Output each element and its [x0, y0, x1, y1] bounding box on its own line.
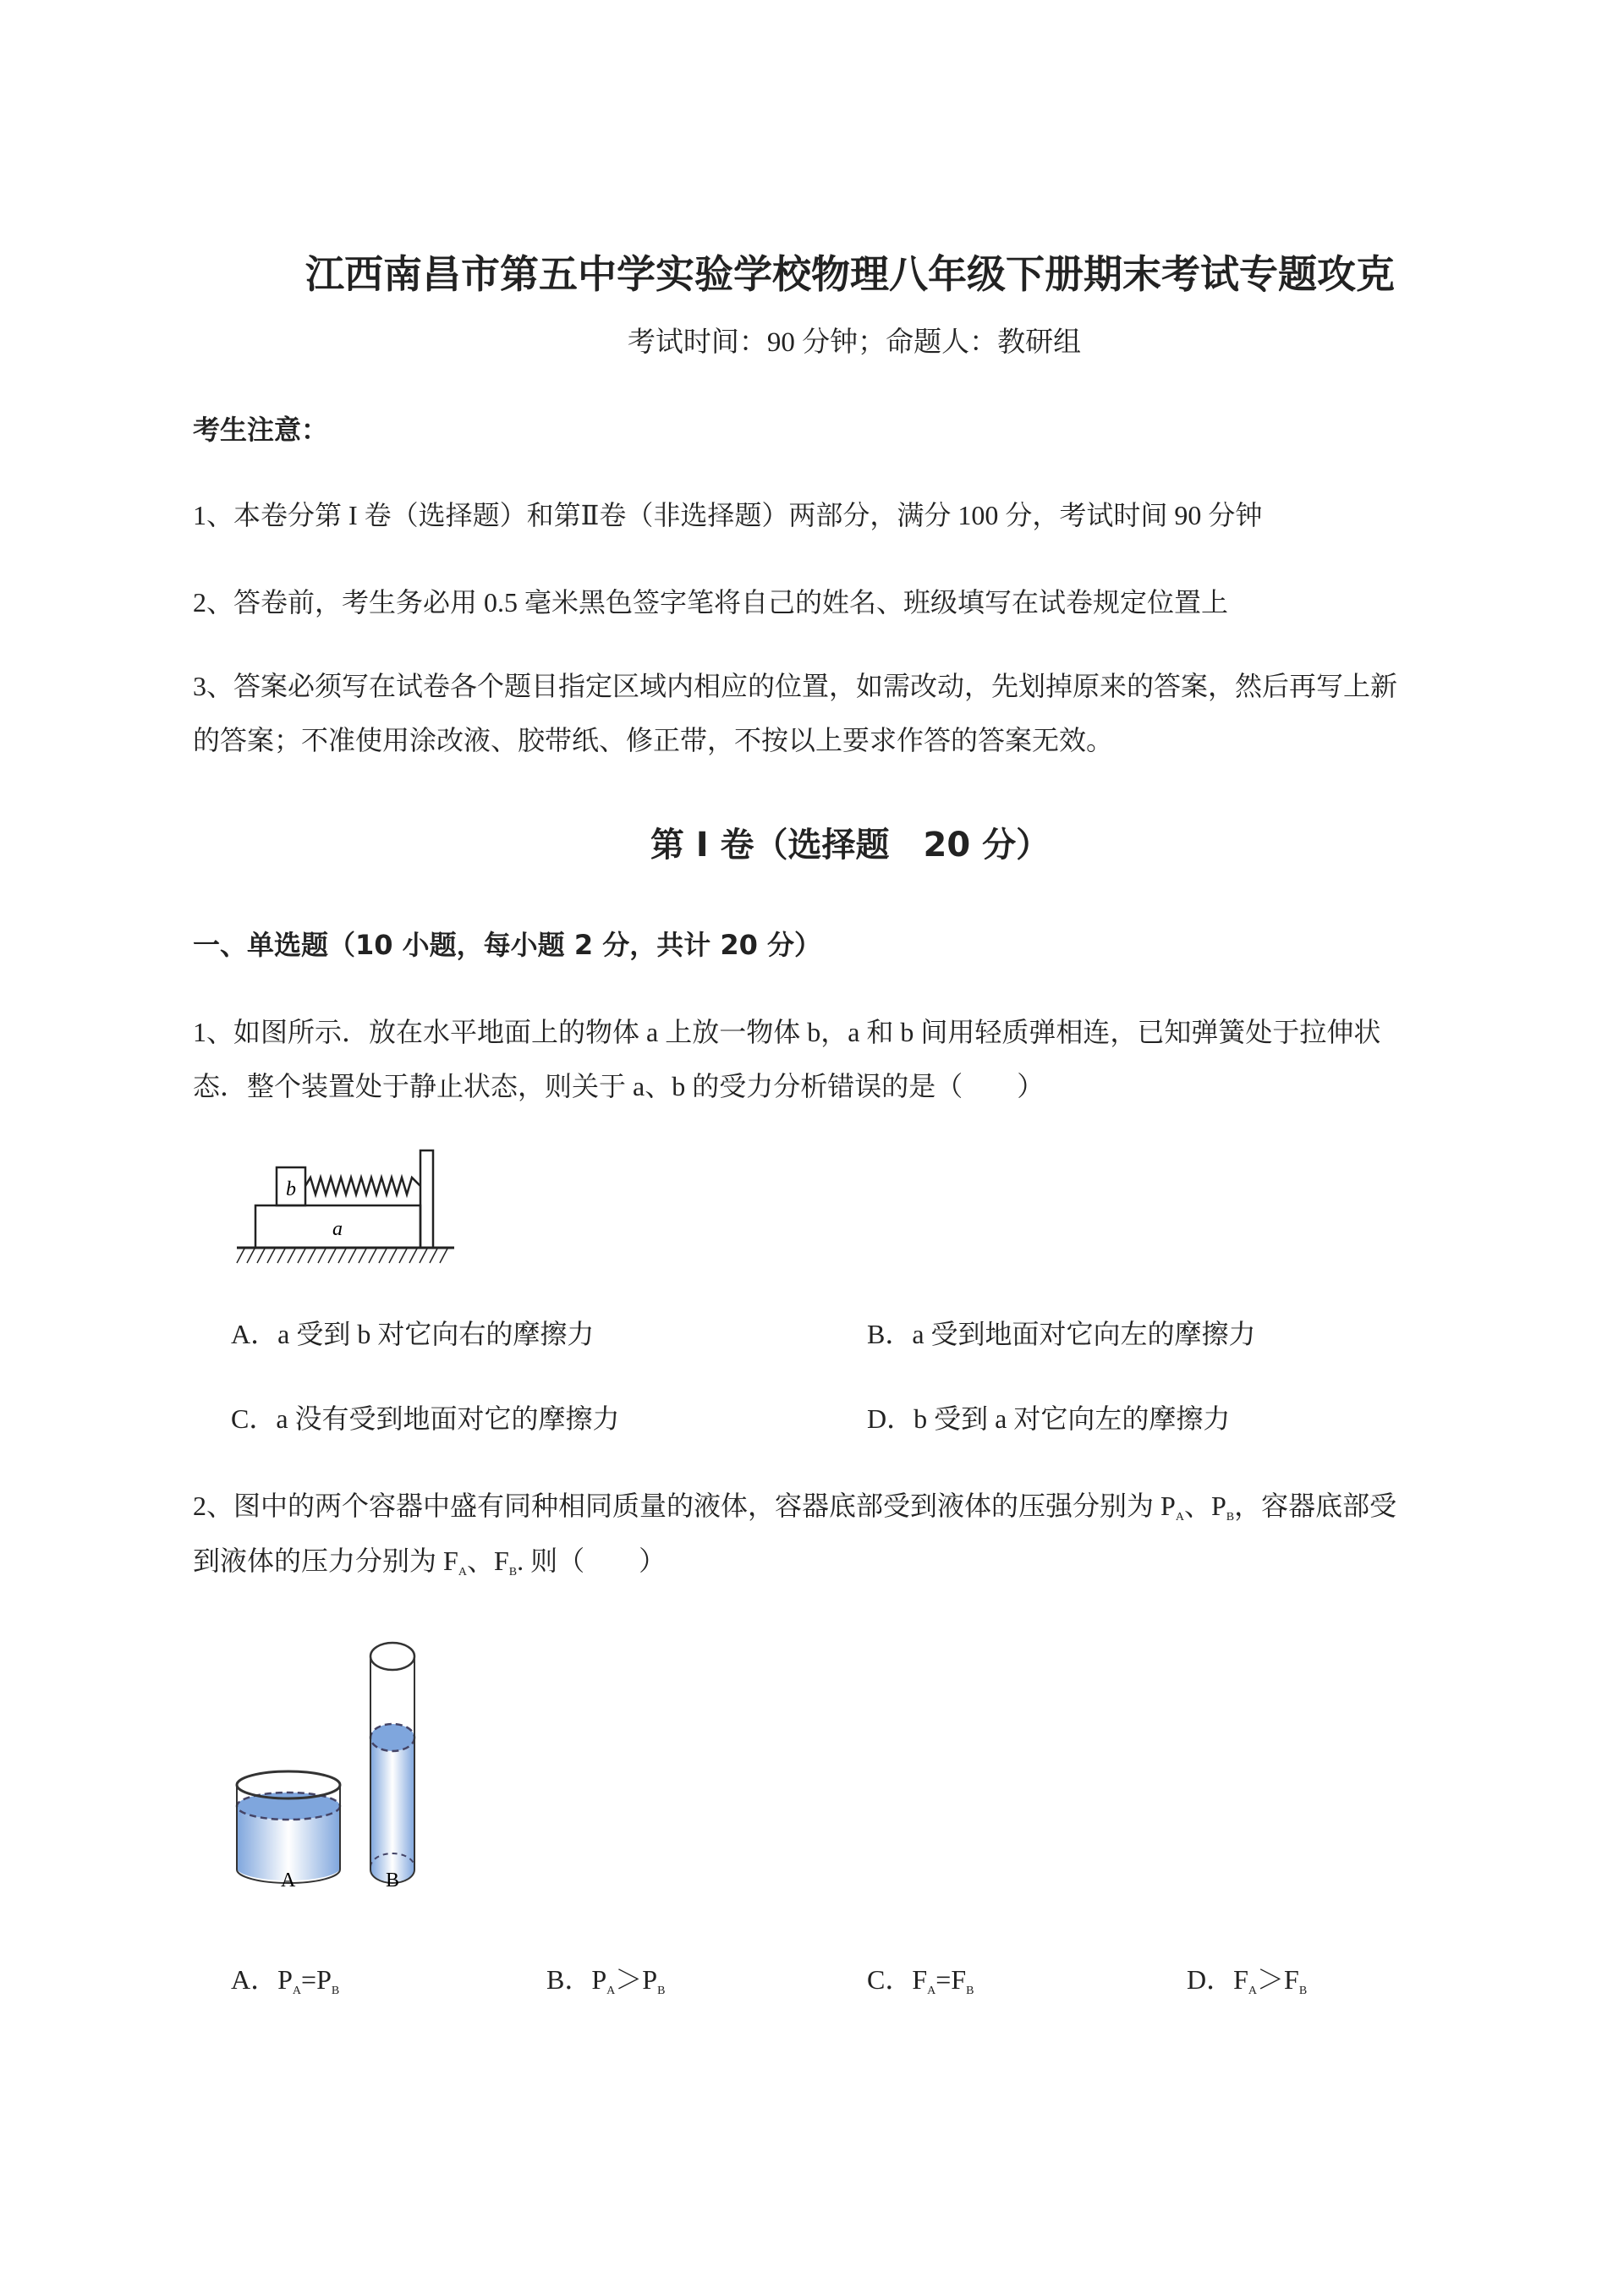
ground-hatch: [379, 1249, 387, 1263]
option-d[interactable]: D．b 受到 a 对它向左的摩擦力: [867, 1403, 1231, 1434]
ground-hatch: [308, 1249, 315, 1263]
spring-blocks-figure: [233, 1146, 461, 1269]
ground-hatch: [430, 1249, 437, 1263]
notice-item: 2、答卷前，考生务必用 0.5 毫米黑色签字笔将自己的姓名、班级填写在试卷规定位置上: [193, 587, 1229, 618]
option-a[interactable]: A．a 受到 b 对它向右的摩擦力: [231, 1319, 595, 1349]
option-c[interactable]: C．a 没有受到地面对它的摩擦力: [231, 1403, 620, 1434]
option-c[interactable]: C．$F_A=F_B$: [867, 1964, 974, 1997]
section-heading: 第 I 卷（选择题 20 分）: [650, 826, 1051, 865]
containers-figure: [228, 1633, 550, 1903]
block-a-label: a: [332, 1218, 343, 1240]
ground-hatch: [359, 1249, 366, 1263]
container-a-label: A: [281, 1869, 296, 1891]
question-2-text: 到液体的压力分别为 $F_A$、$F_B$. 则（ ）: [193, 1546, 667, 1578]
exam-info: 考试时间：90 分钟；命题人：教研组: [627, 327, 1082, 358]
notice-item: 的答案；不准使用涂改液、胶带纸、修正带，不按以上要求作答的答案无效。: [193, 725, 1114, 755]
option-a[interactable]: A．$P_A=P_B$: [231, 1964, 340, 1997]
ground-hatch: [318, 1249, 326, 1263]
ground-hatch: [420, 1249, 427, 1263]
ground-hatch: [369, 1249, 376, 1263]
option-d[interactable]: D．$F_A>F_B$: [1187, 1964, 1308, 1997]
ground-hatch: [247, 1249, 255, 1263]
ground-hatch: [348, 1249, 356, 1263]
ground-hatch: [328, 1249, 336, 1263]
ground-hatch: [338, 1249, 346, 1263]
option-b[interactable]: B．a 受到地面对它向左的摩擦力: [867, 1319, 1256, 1349]
container-a: [237, 1771, 340, 1883]
ground-hatch: [399, 1249, 407, 1263]
notice-heading: 考生注意：: [193, 414, 329, 446]
ground-hatch: [288, 1249, 295, 1263]
ground-hatch: [257, 1249, 265, 1263]
ground-hatch: [298, 1249, 305, 1263]
notice-item: 1、本卷分第 I 卷（选择题）和第Ⅱ卷（非选择题）两部分，满分 100 分，考试时间 90 分钟: [193, 500, 1263, 530]
question-1-text: 态．整个装置处于静止状态，则关于 a、b 的受力分析错误的是（ ）: [193, 1071, 1045, 1101]
ground-hatch: [277, 1249, 285, 1263]
container-b-label: B: [386, 1869, 400, 1891]
ground-hatch: [389, 1249, 397, 1263]
ground-hatch: [440, 1249, 447, 1263]
ground-hatch: [237, 1249, 244, 1263]
question-1-text: 1、如图所示．放在水平地面上的物体 a 上放一物体 b，a 和 b 间用轻质弹相连，已知弹簧处于拉伸状: [193, 1017, 1381, 1047]
block-b-label: b: [286, 1178, 296, 1200]
container-b: [370, 1643, 414, 1883]
option-b[interactable]: B．$P_A>P_B$: [546, 1964, 666, 1997]
part-heading: 一、单选题（10 小题，每小题 2 分，共计 20 分）: [193, 929, 822, 961]
notice-item: 3、答案必须写在试卷各个题目指定区域内相应的位置，如需改动，先划掉原来的答案，然后再写上新: [193, 671, 1398, 701]
ground-hatch: [267, 1249, 275, 1263]
ground-hatch: [409, 1249, 417, 1263]
question-2-text: 2、图中的两个容器中盛有同种相同质量的液体，容器底部受到液体的压强分别为 $P_A$、$P_B$，容器底部受: [193, 1491, 1397, 1524]
page-title: 江西南昌市第五中学实验学校物理八年级下册期末考试专题攻克: [305, 251, 1395, 297]
